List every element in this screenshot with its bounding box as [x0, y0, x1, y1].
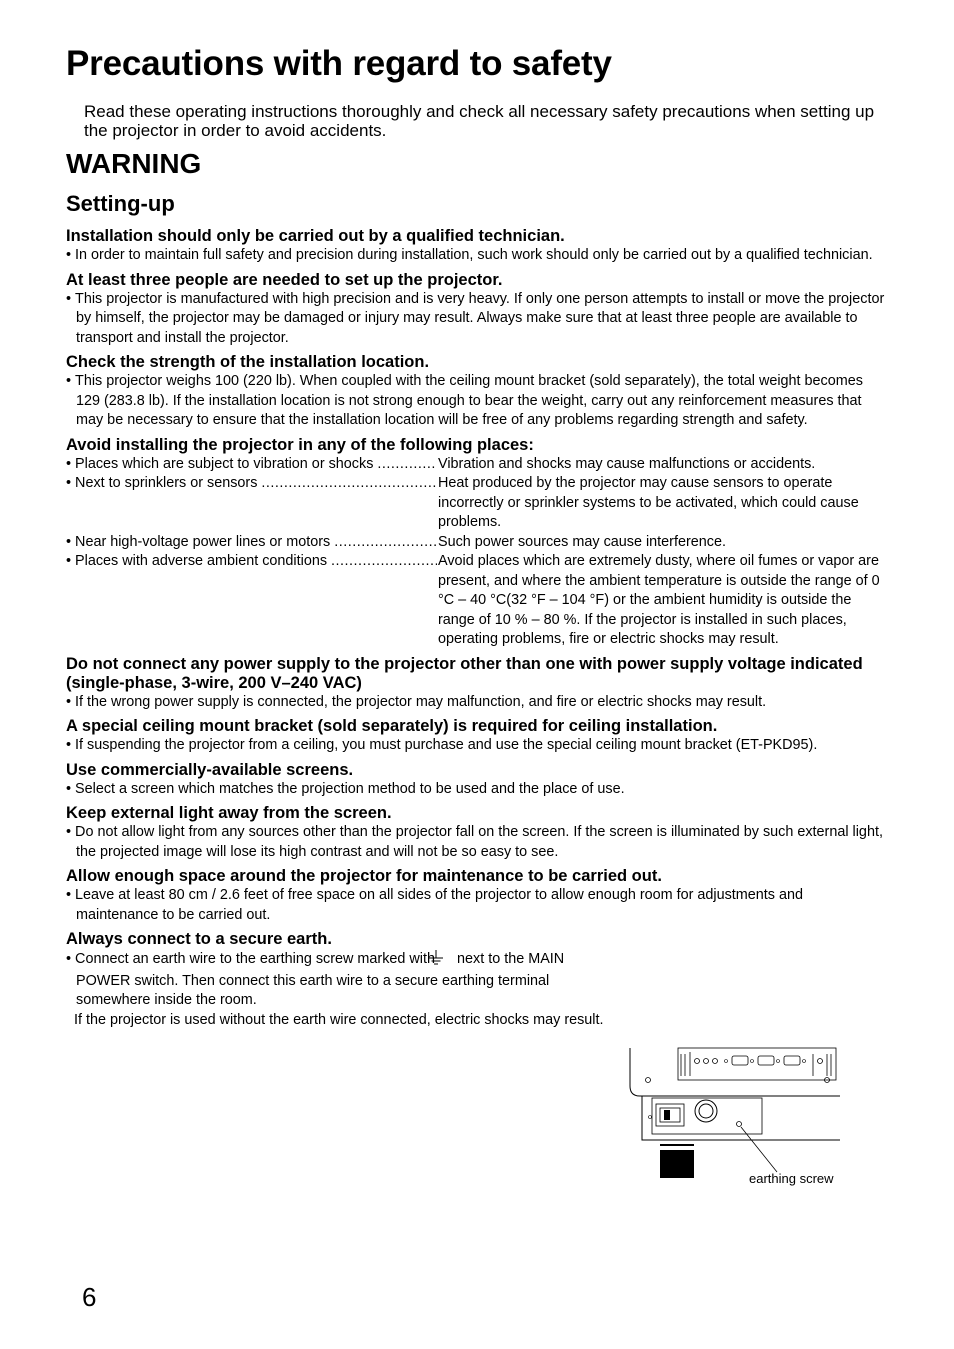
item-text: • Connect an earth wire to the earthing screw marked with next to the MAIN POWER switch. Then connect this earth wire to a secure earthing terminal somewhere inside the room.: [66, 949, 616, 1011]
item-heading: Do not connect any power supply to the projector other than one with power supply voltage indicated (single-phase, 3-wire, 200 V–240 VAC): [66, 654, 863, 692]
item-heading: Avoid installing the projector in any of the following places:: [66, 435, 534, 454]
earth-instructions: [66, 949, 616, 1030]
place-name: • Places with adverse ambient conditions: [66, 552, 327, 650]
precautions-list: [66, 227, 886, 1030]
page-title: Precautions with regard to safety: [66, 44, 612, 83]
item-heading: Allow enough space around the projector for maintenance to be carried out.: [66, 867, 662, 885]
place-name: • Places which are subject to vibration or shocks: [66, 455, 373, 475]
place-row: [66, 455, 886, 475]
place-reason: Vibration and shocks may cause malfunctions or accidents.: [438, 455, 816, 472]
item-note: If the projector is used without the earth wire connected, electric shocks may result.: [74, 1011, 604, 1028]
place-name: • Near high-voltage power lines or motors: [66, 533, 330, 553]
place-row: [66, 533, 886, 553]
item-text: • This projector is manufactured with high precision and is very heavy. If only one person attempts to install or move the projector by himself, the projector may be damaged or injury may result. Always make sure that at least three people are available to transport and install the projector.: [66, 290, 886, 349]
diagram-caption: earthing screw: [749, 1171, 834, 1186]
item-text: • If suspending the projector from a ceiling, you must purchase and use the special ceiling mount bracket (ET-PKD95).: [66, 736, 886, 756]
item-text: • If the wrong power supply is connected, the projector may malfunction, and fire or electric shocks may result.: [66, 693, 886, 713]
item-text: • Leave at least 80 cm / 2.6 feet of free space on all sides of the projector to allow enough room for adjustments and maintenance to be carried out.: [66, 886, 886, 925]
item-heading: At least three people are needed to set up the projector.: [66, 270, 503, 289]
item-heading: Check the strength of the installation location.: [66, 353, 430, 371]
leader-dots: [261, 474, 437, 533]
section-heading: Setting-up: [66, 191, 175, 216]
item-text: • This projector weighs 100 (220 lb). When coupled with the ceiling mount bracket (sold separately), the total weight becomes 129 (283.8 lb). If the installation location is not strong enough to bear the weight, carry out any reinforcement measures that may be necessary to ensure that the installation location will be free of any problems regarding strength and safety.: [66, 372, 886, 431]
item-heading: Use commercially-available screens.: [66, 760, 354, 779]
place-row: [66, 474, 886, 533]
place-row: [66, 552, 886, 650]
earth-ground-icon: [435, 949, 457, 972]
leader-dots: [334, 533, 437, 553]
page-number: 6: [82, 1282, 97, 1312]
leader-dots: [377, 455, 437, 475]
place-name: • Next to sprinklers or sensors: [66, 474, 257, 533]
item-text: • In order to maintain full safety and precision during installation, such work should only be carried out by a qualified technician.: [66, 246, 886, 266]
item-heading: Installation should only be carried out by a qualified technician.: [66, 227, 565, 245]
item-heading: A special ceiling mount bracket (sold separately) is required for ceiling installation.: [66, 717, 718, 735]
item-heading: Always connect to a secure earth.: [66, 930, 332, 948]
place-reason: Avoid places which are extremely dusty, where oil fumes or vapor are present, and where the ambient temperature is outside the range of 0 °C – 40 °C(32 °F – 104 °F) or the ambient humidity is outside the range of 10 % – 80 %. If the projector is installed in such places, operating problems, fire or electric shocks may result.: [438, 553, 880, 647]
item-text: • Select a screen which matches the projection method to be used and the place of use.: [66, 780, 886, 800]
place-reason: Such power sources may cause interference.: [438, 533, 726, 550]
leader-dots: [331, 552, 437, 650]
intro-paragraph: Read these operating instructions thoroughly and check all necessary safety precautions when setting up the projector in order to avoid accidents.: [84, 102, 875, 140]
item-heading: Keep external light away from the screen.: [66, 804, 392, 822]
item-text: • Do not allow light from any sources other than the projector fall on the screen. If the screen is illuminated by such external light, the projected image will lose its high contrast and will not be so easy to see.: [66, 823, 886, 862]
warning-heading: WARNING: [66, 148, 202, 179]
places-list: [66, 455, 886, 650]
place-reason: Heat produced by the projector may cause sensors to operate incorrectly or sprinkler systems to be activated, which could cause problems.: [438, 475, 859, 530]
